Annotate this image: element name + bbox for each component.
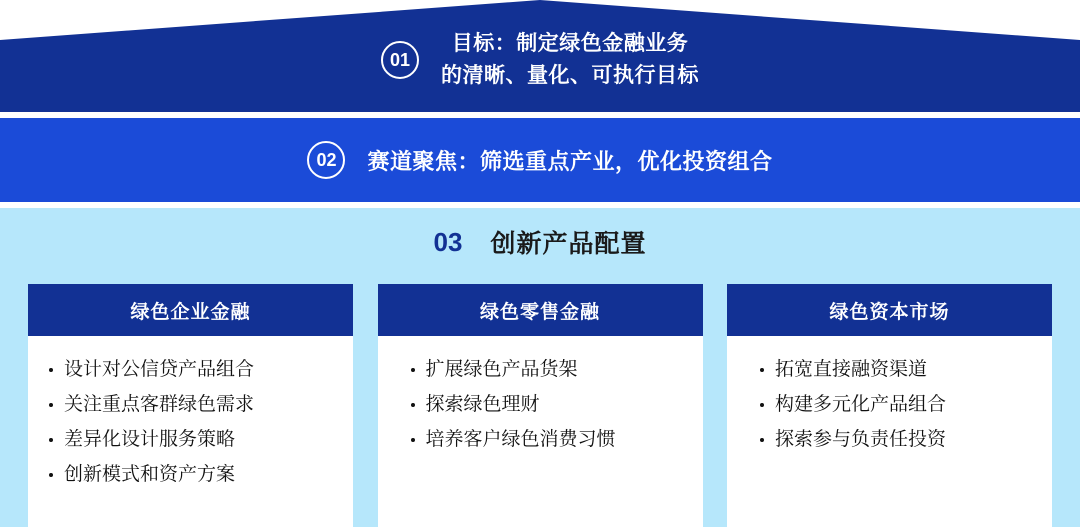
step-03-title: 创新产品配置	[490, 230, 647, 258]
step-03-number: 03	[433, 226, 463, 257]
list-item: 探索绿色理财	[404, 387, 689, 422]
step-02-band	[0, 118, 1080, 202]
list-item: 差异化设计服务策略	[42, 422, 339, 457]
card-title: 绿色零售金融	[378, 284, 703, 336]
list-item: 拓宽直接融资渠道	[753, 352, 1038, 387]
step-02-badge: 02	[307, 141, 345, 179]
card-item-list	[404, 352, 689, 457]
step-02-text: 赛道聚焦：筛选重点产业，优化投资组合	[367, 148, 773, 174]
step-01-line-1: 目标：制定绿色金融业务	[451, 32, 689, 55]
list-item: 构建多元化产品组合	[753, 387, 1038, 422]
card-item-list	[753, 352, 1038, 457]
step-01-roof	[0, 0, 1080, 112]
card-group	[28, 284, 1052, 527]
card-green-corporate-finance	[28, 284, 353, 527]
step-01-content	[0, 28, 1080, 92]
card-title: 绿色资本市场	[727, 284, 1052, 336]
list-item: 培养客户绿色消费习惯	[404, 422, 689, 457]
card-item-list	[42, 352, 339, 492]
step-01-text	[441, 28, 699, 92]
card-green-retail-finance	[378, 284, 703, 527]
step-03-panel	[0, 208, 1080, 527]
list-item: 探索参与负责任投资	[753, 422, 1038, 457]
list-item: 关注重点客群绿色需求	[42, 387, 339, 422]
card-body	[727, 336, 1052, 527]
step-01-line-2: 的清晰、量化、可执行目标	[441, 64, 699, 87]
card-body	[378, 336, 703, 527]
list-item: 创新模式和资产方案	[42, 457, 339, 492]
step-03-header	[0, 208, 1080, 260]
list-item: 扩展绿色产品货架	[404, 352, 689, 387]
card-title: 绿色企业金融	[28, 284, 353, 336]
list-item: 设计对公信贷产品组合	[42, 352, 339, 387]
card-green-capital-market	[727, 284, 1052, 527]
step-01-badge: 01	[381, 41, 419, 79]
card-body	[28, 336, 353, 527]
